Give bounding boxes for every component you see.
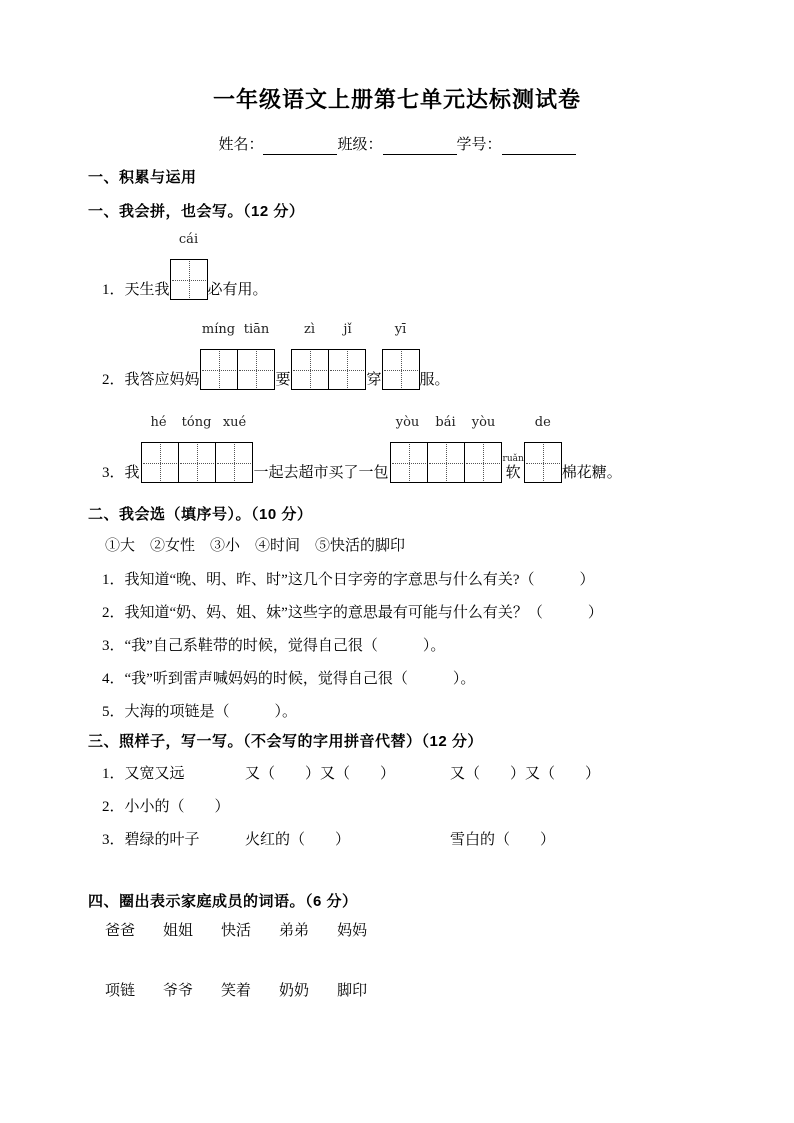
pinyin-de: de — [534, 415, 551, 430]
pinyin-row — [291, 322, 367, 338]
writing-boxes — [200, 349, 275, 390]
writing-box — [427, 442, 465, 483]
question-3-pre-text: 3．我 — [102, 465, 140, 481]
writing-box — [524, 442, 562, 483]
section2-item-1: 1．我知道“晚、明、昨、时”这几个日字旁的字意思与什么有关?（ ） — [102, 572, 595, 588]
section1-header: 一、我会拼，也会写。（12 分） — [88, 203, 305, 220]
pinyin-row — [200, 322, 276, 338]
section4-word-row-2 — [88, 982, 754, 1001]
word-item: 姐姐 — [163, 923, 194, 939]
section3-item-3 — [88, 831, 754, 850]
word-item: 弟弟 — [279, 923, 310, 939]
pinyin-tian: tiān — [243, 322, 270, 337]
writing-group-hetongxue — [140, 415, 254, 483]
ruan-char: 软 — [505, 465, 521, 481]
question-3-line — [88, 415, 754, 483]
class-blank — [383, 140, 457, 155]
word-item: 项链 — [105, 983, 136, 999]
writing-group-yi — [382, 322, 420, 390]
pinyin-row — [140, 415, 254, 431]
example-phrase: 1．又宽又远 — [102, 766, 185, 782]
writing-boxes — [382, 349, 420, 390]
page-title: 一年级语文上册第七单元达标测试卷 — [212, 87, 581, 112]
section2-item-3: 3．“我”自己系鞋带的时候，觉得自己很（ ）。 — [102, 638, 446, 654]
fill-phrase: 雪白的（ ） — [450, 832, 556, 848]
pinyin-yi: yī — [394, 322, 407, 337]
section3-item-2 — [88, 798, 754, 817]
fill-phrase: 又（ ）又（ ） — [450, 766, 601, 782]
part-header-accumulation: 一、积累与运用 — [88, 169, 197, 186]
pinyin-xue: xué — [222, 415, 247, 430]
writing-box — [237, 349, 275, 390]
pinyin-you: yòu — [395, 415, 420, 430]
section3-item-1 — [88, 765, 754, 784]
section2-item-5: 5．大海的项链是（ ）。 — [102, 704, 298, 720]
writing-box — [291, 349, 329, 390]
pinyin-bai: bái — [435, 415, 456, 430]
writing-boxes — [524, 442, 562, 483]
word-item: 脚印 — [337, 983, 368, 999]
writing-box — [328, 349, 366, 390]
fill-phrase: 火红的（ ） — [245, 832, 351, 848]
pinyin-row — [524, 415, 562, 431]
question-2-mid-text-1: 要 — [275, 372, 291, 388]
class-label: 班级： — [337, 137, 383, 153]
word-item: 奶奶 — [279, 983, 310, 999]
writing-box — [200, 349, 238, 390]
question-2-post-text: 服。 — [419, 372, 450, 388]
writing-boxes — [390, 442, 502, 483]
writing-group-de — [524, 415, 562, 483]
question-2-mid-text-2: 穿 — [366, 372, 382, 388]
writing-group-cai — [170, 232, 208, 300]
name-label: 姓名： — [218, 137, 264, 153]
student-info-line — [40, 136, 754, 155]
writing-box — [464, 442, 502, 483]
word-item: 爸爸 — [105, 923, 136, 939]
section4-header: 四、圈出表示家庭成员的词语。（6 分） — [88, 893, 358, 910]
section2-header: 二、我会选（填序号）。（10 分） — [88, 506, 313, 523]
pinyin-row — [389, 415, 503, 431]
student-id-label: 学号： — [456, 137, 502, 153]
pinyin-row — [382, 322, 420, 338]
word-item: 妈妈 — [337, 923, 368, 939]
word-item: 爷爷 — [163, 983, 194, 999]
question-1-line — [88, 232, 754, 300]
fill-phrase: 2．小小的（ ） — [102, 799, 230, 815]
writing-group-ziji — [291, 322, 367, 390]
writing-box — [390, 442, 428, 483]
pinyin-ruan: ruǎn — [502, 454, 524, 464]
pinyin-he: hé — [150, 415, 167, 430]
question-3-post-text: 棉花糖。 — [561, 465, 622, 481]
writing-group-mingtian — [200, 322, 276, 390]
pinyin-ji: jǐ — [343, 322, 352, 337]
word-item: 笑着 — [221, 983, 252, 999]
ruan-char-with-pinyin — [503, 455, 524, 483]
writing-box — [178, 442, 216, 483]
writing-box — [382, 349, 420, 390]
example-phrase: 3．碧绿的叶子 — [102, 832, 200, 848]
pinyin-ming: míng — [201, 322, 236, 337]
writing-box — [170, 259, 208, 300]
writing-box — [141, 442, 179, 483]
question-1-post-text: 必有用。 — [207, 282, 268, 298]
writing-boxes — [291, 349, 366, 390]
question-2-line — [88, 322, 754, 390]
writing-boxes — [170, 259, 208, 300]
section2-item-2: 2．我知道“奶、妈、姐、妹”这些字的意思最有可能与什么有关？（ ） — [102, 605, 603, 621]
word-item: 快活 — [221, 923, 252, 939]
fill-phrase: 又（ ）又（ ） — [245, 766, 396, 782]
question-2-pre-text: 2．我答应妈妈 — [102, 372, 200, 388]
pinyin-tong: tóng — [181, 415, 212, 430]
writing-boxes — [141, 442, 253, 483]
pinyin-zi: zì — [304, 322, 316, 337]
section2-item-4: 4．“我”听到雷声喊妈妈的时候，觉得自己很（ ）。 — [102, 671, 476, 687]
name-blank — [263, 140, 337, 155]
student-id-blank — [502, 140, 576, 155]
pinyin-you2: yòu — [471, 415, 496, 430]
section2-options: ①大 ②女性 ③小 ④时间 ⑤快活的脚印 — [105, 538, 406, 554]
question-1-pre-text: 1．天生我 — [102, 282, 170, 298]
section4-word-row-1 — [88, 922, 754, 941]
writing-box — [215, 442, 253, 483]
question-3-mid-text: 一起去超市买了一包 — [253, 465, 389, 481]
section3-header: 三、照样子，写一写。（不会写的字用拼音代替）（12 分） — [88, 733, 483, 750]
pinyin-row — [170, 232, 208, 248]
writing-group-youbaiyou — [389, 415, 503, 483]
pinyin-cai: cái — [178, 232, 199, 247]
